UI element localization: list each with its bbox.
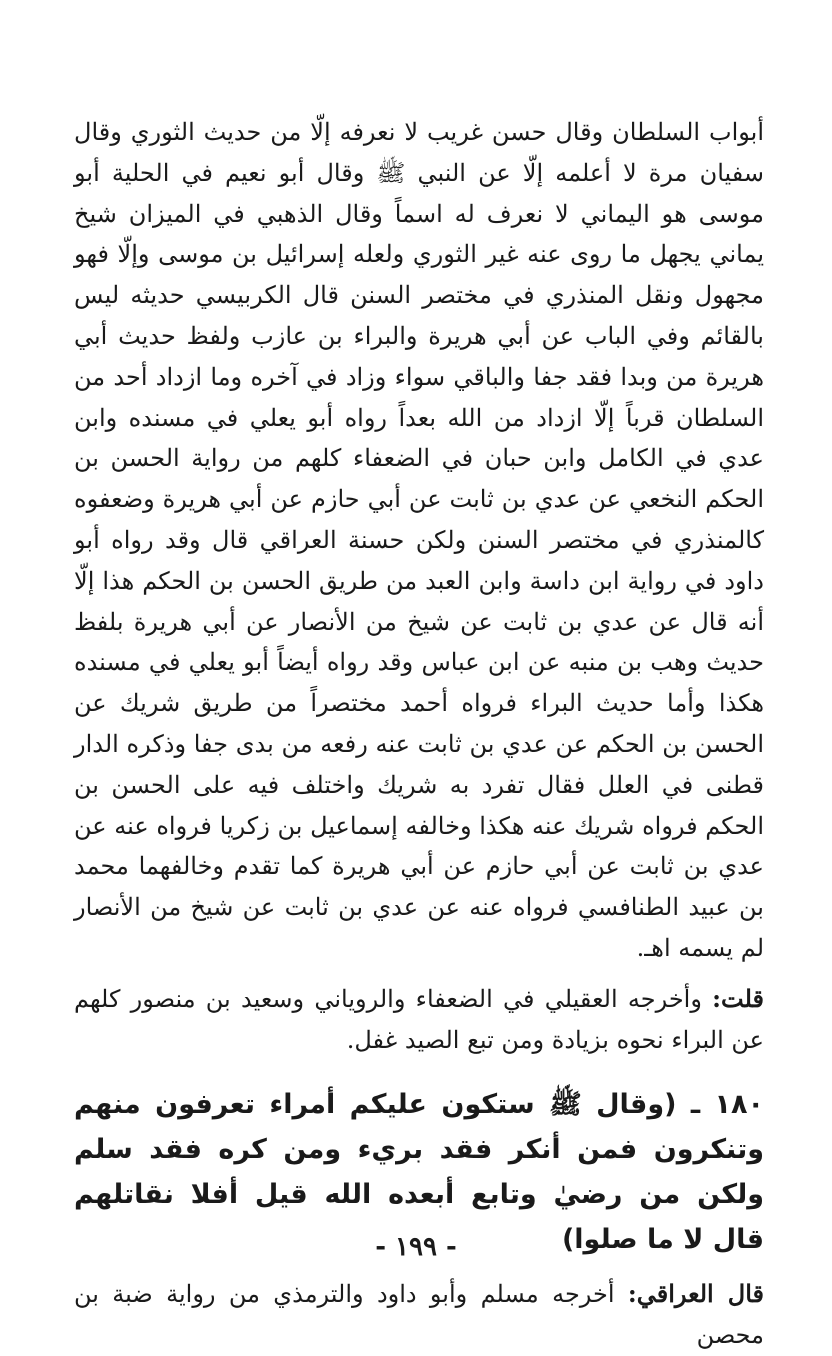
hadith-180: ١٨٠ ـ (وقال ﷺ ستكون عليكم أمراء تعرفون منهم وتنكرون فمن أنكر فقد بريء ومن كره فقد سلم ولكن من رضيٰ وتابع أبعده الله قيل أفلا نقاتلهم قال لا ما صلوا) bbox=[74, 1089, 764, 1256]
iraqi-label: قال العراقي: bbox=[627, 1279, 764, 1309]
qult-text: وأخرجه العقيلي في الضعفاء والروياني وسعيد بن منصور كلهم عن البراء نحوه بزيادة ومن تبع الصيد غفل. bbox=[74, 984, 764, 1054]
page-number: - ١٩٩ - bbox=[375, 1232, 457, 1262]
page-content bbox=[74, 112, 764, 1356]
commentary-paragraph: أبواب السلطان وقال حسن غريب لا نعرفه إلّا من حديث الثوري وقال سفيان مرة لا أعلمه إلّا عن النبي ﷺ وقال أبو نعيم في الحلية أبو موسى هو اليماني لا نعرف له اسماً وقال الذهبي في الميزان شيخ يماني يجهل ما روى عنه غير الثوري ولعله إسرائيل بن موسى وإلّا فهو مجهول ونقل المنذري في مختصر السنن قال الكربيسي حديثه ليس بالقائم وفي الباب عن أبي هريرة والبراء بن عازب ولفظ حديث أبي هريرة من وبدا فقد جفا والباقي سواء وزاد في آخره وما ازداد أحد من السلطان قرباً إلّا ازداد من الله بعداً رواه أبو يعلي في مسنده وابن عدي في الكامل وابن حبان في الضعفاء كلهم من رواية الحسن بن الحكم النخعي عن عدي بن ثابت عن أبي حازم عن أبي هريرة وضعفوه كالمنذري في مختصر السنن ولكن حسنة العراقي قال وقد رواه أبو داود في رواية ابن داسة وابن العبد من طريق الحسن بن الحكم هذا إلّا أنه قال عن عدي بن ثابت عن شيخ من الأنصار عن أبي هريرة بلفظ حديث وهب بن منبه عن ابن عباس وقد رواه أيضاً أبو يعلي في مسنده هكذا وأما حديث البراء فرواه أحمد مختصراً من طريق شريك عن الحسن بن الحكم عن عدي بن ثابت عنه رفعه من بدى جفا وذكره الدار قطنى في العلل فقال تفرد به شريك واختلف فيه على الحسن بن الحكم فرواه شريك عنه هكذا وخالفه إسماعيل بن زكريا فرواه عنه عن عدي بن ثابت عن أبي حازم عن أبي هريرة كما تقدم وخالفهما محمد بن عبيد الطنافسي فرواه عنه عن عدي بن ثابت عن شيخ من الأنصار لم يسمه اهـ. bbox=[74, 118, 764, 962]
iraqi-note bbox=[74, 1274, 764, 1356]
qult-label: قلت: bbox=[712, 983, 764, 1013]
qult-note bbox=[74, 979, 764, 1061]
iraqi-text: أخرجه مسلم وأبو داود والترمذي من رواية ضبة بن محصن bbox=[74, 1280, 764, 1350]
